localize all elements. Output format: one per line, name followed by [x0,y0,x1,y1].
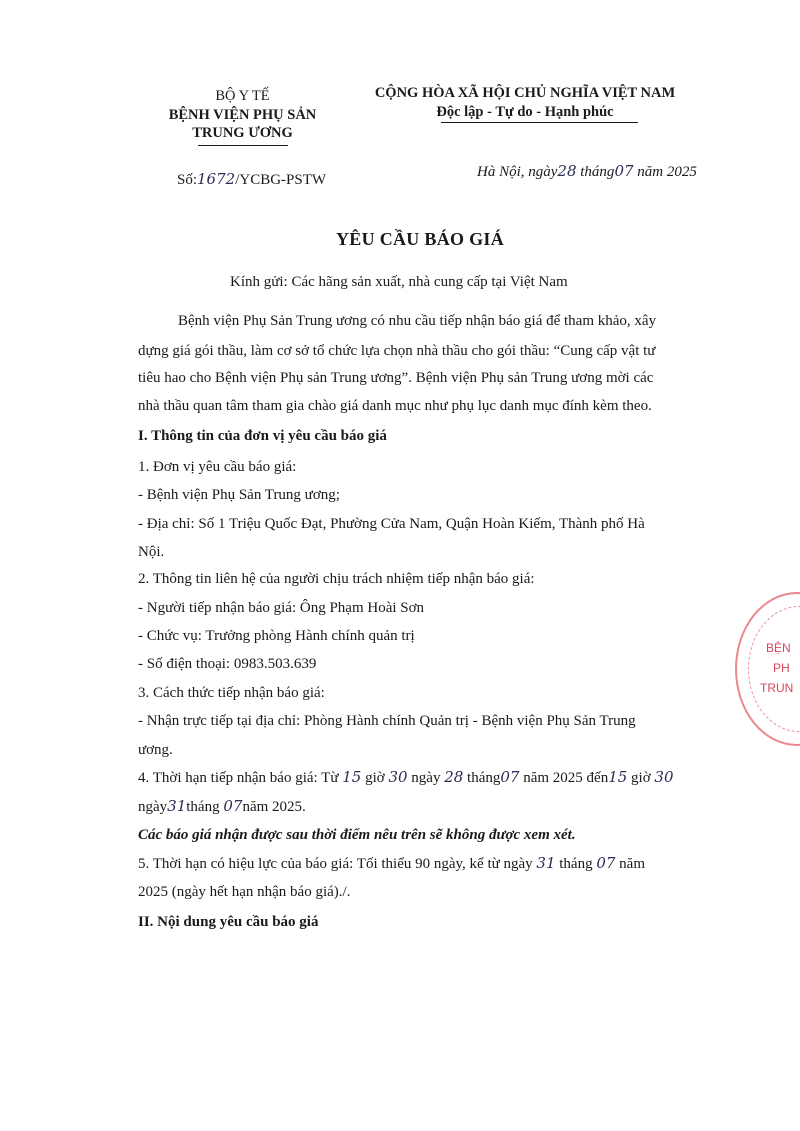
republic-title: CỘNG HÒA XÃ HỘI CHỦ NGHĨA VIỆT NAM [374,85,676,101]
method-line-2: ương. [138,742,173,758]
item4-text-hour-2: giờ [631,770,651,786]
item4-line-1 [138,767,674,788]
item4-text-year: năm 2025. [242,799,306,815]
item5-month: 07 [596,854,616,872]
hospital-name-line2: TRUNG ƯƠNG [192,125,293,141]
item4-text-month-2: tháng [186,799,220,815]
item4-text-hour: giờ [365,770,385,786]
date-year: năm 2025 [637,164,697,180]
date-month-handwritten: 07 [614,162,634,180]
address-line-1: - Địa chỉ: Số 1 Triệu Quốc Đạt, Phường Cửa Nam, Quận Hoàn Kiếm, Thành phố Hà [138,516,645,532]
item4-minute-start: 30 [388,768,408,786]
item4-day-start: 28 [444,768,464,786]
intro-line-4: nhà thầu quan tâm tham gia chào giá danh mục như phụ lục danh mục đính kèm theo. [138,398,652,414]
item5-line-2: 2025 (ngày hết hạn nhận báo giá)./. [138,884,351,900]
reference-suffix: /YCBG-PSTW [235,172,327,188]
hospital-name-line1: BỆNH VIỆN PHỤ SẢN [168,107,317,123]
date-month-label: tháng [580,164,615,180]
unit-name: - Bệnh viện Phụ Sản Trung ương; [138,487,340,503]
item5-line-1 [138,853,645,874]
contact-phone: - Số điện thoại: 0983.503.639 [138,656,317,672]
item4-month-start: 07 [500,768,520,786]
item5-text-month: tháng [559,856,593,872]
item3-label: 3. Cách thức tiếp nhận báo giá: [138,685,325,701]
item4-day-end: 31 [167,797,187,815]
date-place: Hà Nội, ngày [477,164,558,180]
intro-line-3: tiêu hao cho Bệnh viện Phụ sản Trung ương”. Bệnh viện Phụ sản Trung ương mời các [138,370,654,386]
item4-month-end: 07 [223,797,243,815]
motto-underline [441,122,638,123]
stamp-text-line1: BỆN [766,641,791,655]
item4-text-from: 4. Thời hạn tiếp nhận báo giá: Từ [138,770,339,786]
address-line-2: Nội. [138,544,165,560]
contact-person: - Người tiếp nhận báo giá: Ông Phạm Hoài Sơn [138,600,425,616]
stamp-text-line3: TRUN [760,681,794,695]
item5-text: 5. Thời hạn có hiệu lực của báo giá: Tối thiểu 90 ngày, kể từ ngày [138,856,533,872]
item4-hour-start: 15 [342,768,362,786]
document-date [477,161,697,182]
method-line-1: - Nhận trực tiếp tại địa chỉ: Phòng Hành chính Quản trị - Bệnh viện Phụ Sản Trung [138,713,636,729]
item4-text-day-2: ngày [138,799,168,815]
late-submission-warning: Các báo giá nhận được sau thời điểm nêu trên sẽ không được xem xét. [138,827,576,843]
document-title: YÊU CẦU BÁO GIÁ [335,229,504,249]
reference-handwritten-number: 1672 [197,170,236,188]
item4-minute-end: 30 [654,768,674,786]
ministry-name: BỘ Y TẾ [215,88,270,104]
item1-label: 1. Đơn vị yêu cầu báo giá: [138,459,297,475]
item5-text-year: năm [619,856,645,872]
item4-text-month: tháng [467,770,501,786]
intro-line-2: dựng giá gói thầu, làm cơ sở tổ chức lựa chọn nhà thầu cho gói thầu: “Cung cấp vật tư [138,343,656,359]
item5-day: 31 [536,854,556,872]
item4-line-2 [138,796,306,817]
hospital-underline [198,145,288,146]
item4-text-day: ngày [411,770,441,786]
section1-heading: I. Thông tin của đơn vị yêu cầu báo giá [138,428,387,444]
item4-text-to: năm 2025 đến [523,770,609,786]
item4-hour-end: 15 [608,768,628,786]
stamp-text-line2: PH [773,661,790,675]
contact-position: - Chức vụ: Trưởng phòng Hành chính quản trị [138,628,415,644]
section2-heading: II. Nội dung yêu cầu báo giá [138,914,319,930]
reference-number [177,169,326,190]
reference-prefix: Số: [177,172,198,188]
intro-line-1: Bệnh viện Phụ Sản Trung ương có nhu cầu tiếp nhận báo giá để tham khảo, xây [178,313,657,329]
date-day-handwritten: 28 [557,162,577,180]
recipient-line: Kính gửi: Các hãng sản xuất, nhà cung cấp tại Việt Nam [230,274,568,290]
item2-label: 2. Thông tin liên hệ của người chịu trách nhiệm tiếp nhận báo giá: [138,571,535,587]
national-motto: Độc lập - Tự do - Hạnh phúc [436,104,614,120]
